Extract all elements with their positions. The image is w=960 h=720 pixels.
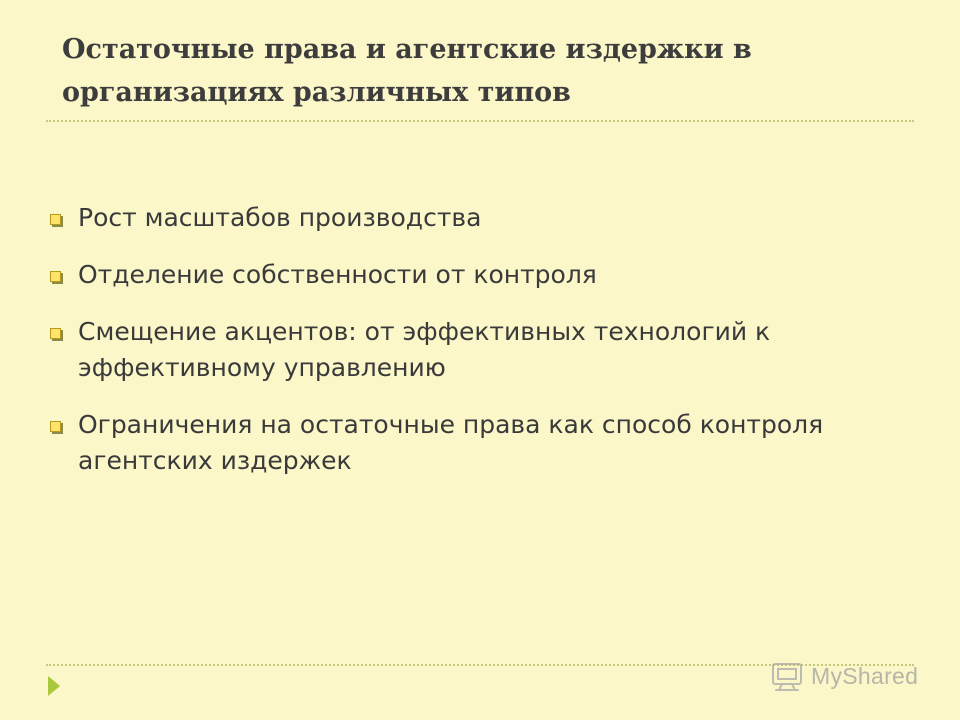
bullet-item: [50, 314, 910, 386]
slide-title: Остаточные права и агентские издержки в организациях различных типов: [62, 34, 752, 108]
watermark: [770, 658, 918, 694]
bullet-text: Смещение акцентов: от эффективных технологий к эффективному управлению: [78, 317, 771, 382]
watermark-text: MyShared: [811, 662, 919, 689]
title-divider: [46, 120, 914, 122]
bullet-text: Ограничения на остаточные права как способ контроля агентских издержек: [78, 410, 824, 475]
bullet-item: [50, 200, 910, 236]
bullet-text: Отделение собственности от контроля: [78, 260, 597, 289]
square-bullet-icon: [50, 271, 64, 285]
bullet-text: Рост масштабов производства: [78, 203, 482, 232]
square-bullet-icon: [50, 328, 64, 342]
bullet-list: [50, 200, 910, 500]
square-bullet-icon: [50, 421, 64, 435]
myshared-logo-icon: [770, 659, 804, 693]
bullet-item: [50, 257, 910, 293]
play-arrow-icon[interactable]: [48, 676, 60, 696]
square-bullet-icon: [50, 214, 64, 228]
bullet-item: [50, 407, 910, 479]
